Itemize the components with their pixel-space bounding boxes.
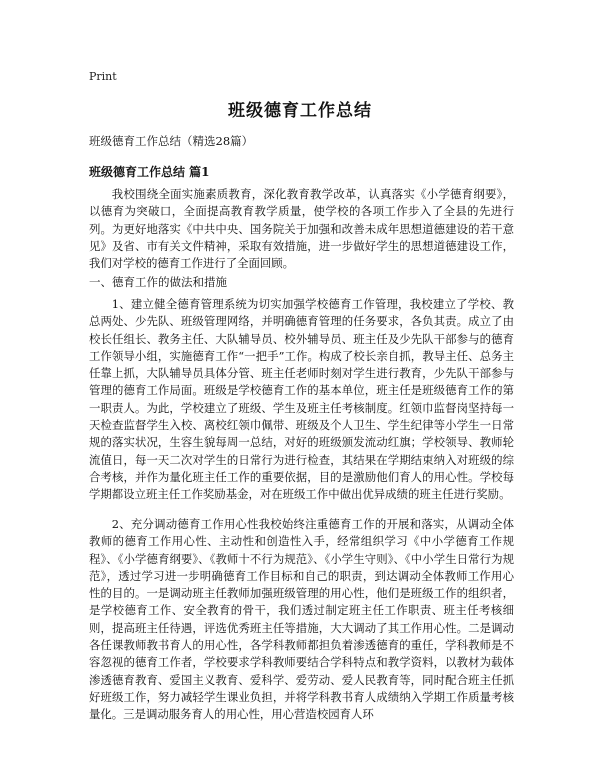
paragraph-motivation: 2、充分调动德育工作用心性我校始终注重德育工作的开展和落实，从调动全体教师的德育工作用心性、主动性和创造性入手，经常组织学习《中小学德育工作规程》、《小学德育纲要》、《教师十不行为规范》、《小学生守则》、《中小学生日常行为规范》，透过学习进一步明确德育工作目标和自己的职责，到达调动全体教师工作用心性的目的。一是调动班主任教师加强班级管理的用心性，他们是班级工作的组织者，是学校德育工作、安全教育的骨干，我们透过制定班主任工作职责、班主任考核细则，提高班主任待遇，评选优秀班主任等措施，大大调动了其工作用心性。二是调动各任课教师教书育人的用心性，各学科教师都担负着渗透德育的重任，学科教师是不容忽视的德育工作者，学校要求学科教师要结合学科特点和教学资料，以教材为载体渗透德育教育、爱国主义教育、爱科学、爱劳动、爱人民教育等，同时配合班主任抓好班级工作，努力减轻学生课业负担，并将学科教书育人成绩纳入学期工作质量考核量化。三是调动服务育人的用心性，用心营造校园育人环 bbox=[89, 517, 514, 722]
page-title: 班级德育工作总结 bbox=[228, 101, 372, 121]
document-subtitle: 班级德育工作总结（精选28篇） bbox=[89, 134, 254, 148]
paragraph-intro: 我校围绕全面实施素质教育，深化教育教学改革，认真落实《小学德育纲要》，以德育为突破口，全面提高教育教学质量，使学校的各项工作步入了全县的先进行列。为更好地落实《中共中央、国务院关于加强和改善未成年思想道德建设的若干意见》及省、市有关文件精神，采取有效措施，进一步做好学生的思想道德建设工作，我们对学校的德育工作进行了全面回顾。 bbox=[89, 187, 514, 271]
subheading-measures: 一、德育工作的做法和措施 bbox=[89, 275, 227, 289]
section-heading: 班级德育工作总结 篇1 bbox=[89, 165, 210, 179]
paragraph-management: 1、建立健全德育管理系统为切实加强学校德育工作管理，我校建立了学校、教总两处、少先队、班级管理网络，并明确德育管理的任务要求，各负其责。成立了由校长任组长、教务主任、大队辅导员、校外辅导员、班主任及少先队干部参与的德育工作领导小组，实施德育工作“一把手”工作。构成了校长亲自抓，教导主任、总务主任靠上抓，大队辅导员具体分管、班主任老师时刻对学生进行教育，少先队干部参与管理的德育工作局面。班级是学校德育工作的基本单位，班主任是班级德育工作的第一职责人。为此，学校建立了班级、学生及班主任考核制度。红领巾监督岗坚持每一天检查监督学生入校、离校红领巾佩带、班级及个人卫生、学生纪律等小学生一日常规的落实状况，生容生貌每周一总结，对好的班级颁发流动红旗；学校领导、教师轮流值日，每一天二次对学生的日常行为进行检查，其结果在学期结束纳入对班级的综合考核，并作为量化班主任工作的重要依据，目的是激励他们育人的用心性。学校每学期都设立班主任工作奖励基金，对在班级工作中做出优异成绩的班主任进行奖励。 bbox=[89, 297, 514, 502]
print-label[interactable]: Print bbox=[89, 70, 117, 83]
